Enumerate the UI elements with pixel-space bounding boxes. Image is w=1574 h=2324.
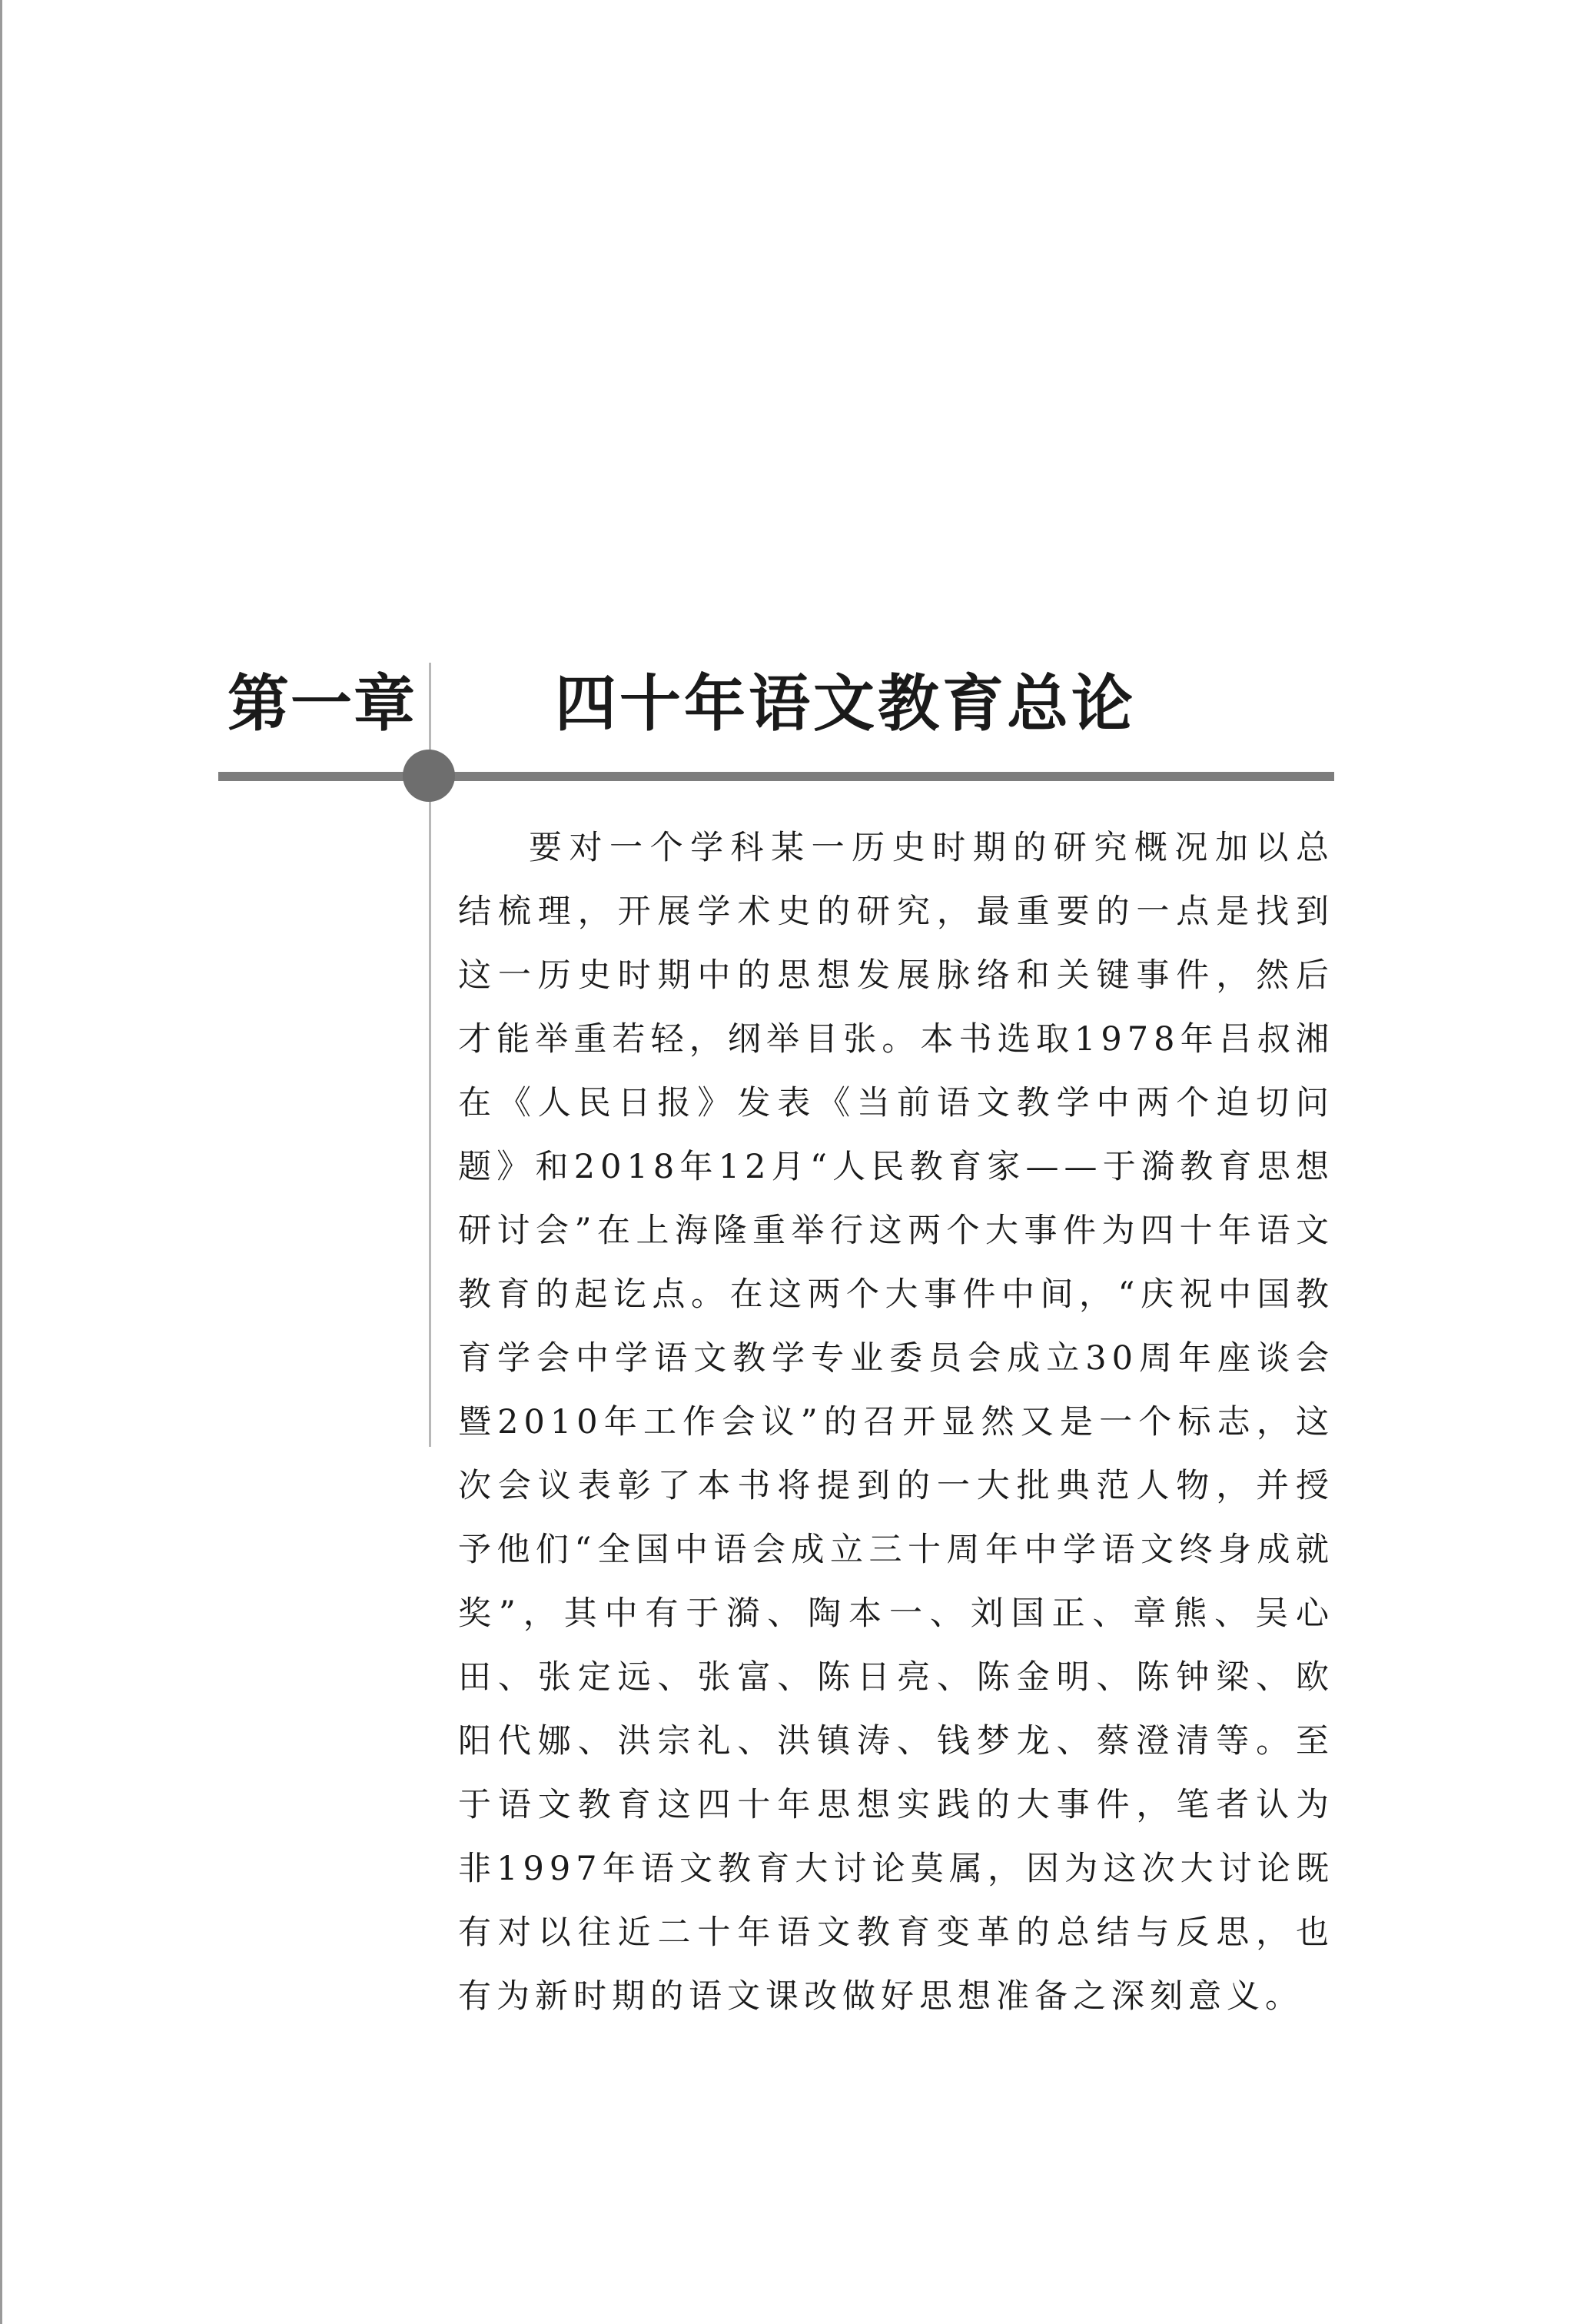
- rule-circle-ornament: [403, 750, 455, 802]
- body-paragraph: 要对一个学科某一历史时期的研究概况加以总结梳理，开展学术史的研究，最重要的一点是找到这一历史时期中的思想发展脉络和关键事件，然后才能举重若轻，纲举目张。本书选取1978年吕叔湘在《人民日报》发表《当前语文教学中两个迫切问题》和2018年12月“人民教育家——于漪教育思想研讨会”在上海隆重举行这两个大事件为四十年语文教育的起讫点。在这两个大事件中间，“庆祝中国教育学会中学语文教学专业委员会成立30周年座谈会暨2010年工作会议”的召开显然又是一个标志，这次会议表彰了本书将提到的一大批典范人物，并授予他们“全国中语会成立三十周年中学语文终身成就奖”，其中有于漪、陶本一、刘国正、章熊、吴心田、张定远、张富、陈日亮、陈金明、陈钟梁、欧阳代娜、洪宗礼、洪镇涛、钱梦龙、蔡澄清等。至于语文教育这四十年思想实践的大事件，笔者认为非1997年语文教育大讨论莫属，因为这次大讨论既有对以往近二十年语文教育变革的总结与反思，也有为新时期的语文课改做好思想准备之深刻意义。: [458, 829, 1334, 2016]
- page-edge-line: [0, 0, 2, 2324]
- chapter-number: 第一章: [227, 667, 417, 740]
- chapter-rule-line: [218, 772, 1334, 781]
- chapter-title: 四十年语文教育总论: [555, 667, 1136, 740]
